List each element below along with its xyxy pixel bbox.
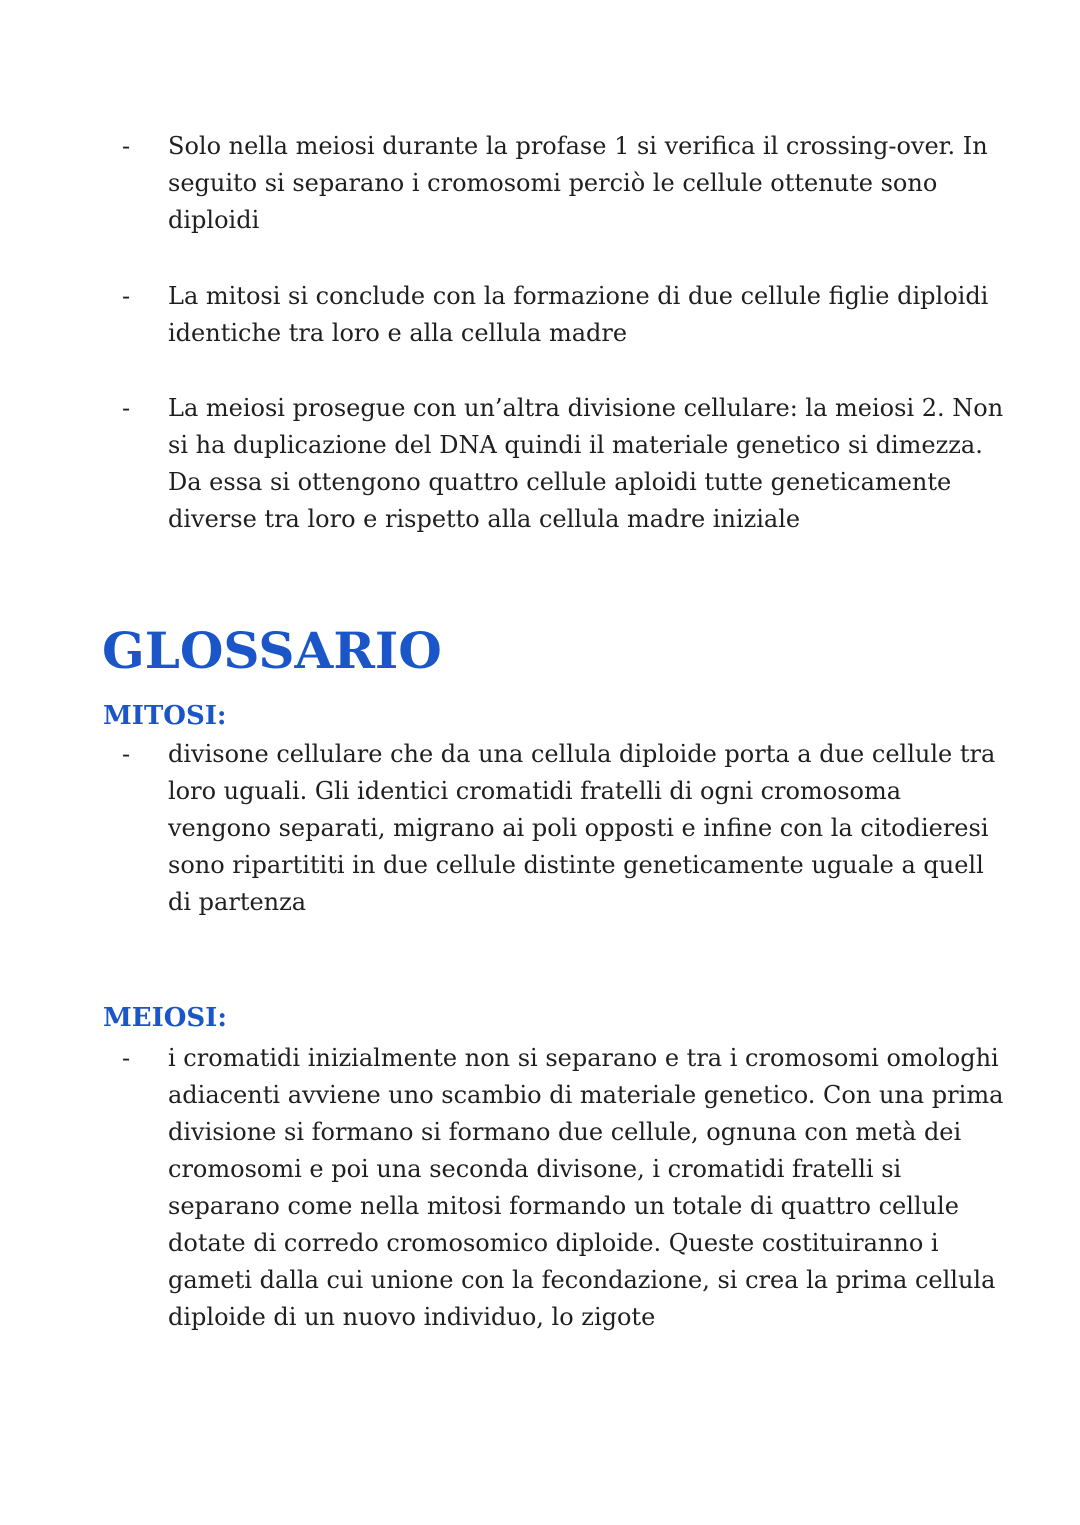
bullet-text [168, 1040, 1004, 1336]
text-line: di partenza [168, 888, 307, 916]
glossary-term-meiosi: MEIOSI: [103, 1003, 227, 1033]
text-line: identiche tra loro e alla cellula madre [168, 319, 628, 347]
glossary-term-mitosi: MITOSI: [103, 701, 227, 731]
text-line: loro uguali. Gli identici cromatidi fratelli di ogni cromosoma [168, 777, 902, 805]
text-line: La meiosi prosegue con un’altra divisione cellulare: la meiosi 2. Non [168, 394, 1004, 422]
bullet-dash: - [122, 132, 131, 160]
text-line: vengono separati, migrano ai poli opposti e infine con la citodieresi [168, 814, 989, 842]
text-line: Solo nella meiosi durante la profase 1 si verifica il crossing-over. In [168, 132, 988, 160]
text-line: gameti dalla cui unione con la fecondazione, si crea la prima cellula [168, 1266, 996, 1294]
bullet-text [168, 128, 988, 239]
text-line: adiacenti avviene uno scambio di materiale genetico. Con una prima [168, 1081, 1004, 1109]
text-line: divisone cellulare che da una cellula diploide porta a due cellule tra [168, 740, 996, 768]
bullet-text [168, 736, 996, 921]
bullet-text [168, 278, 989, 352]
text-line: separano come nella mitosi formando un totale di quattro cellule [168, 1192, 959, 1220]
text-line: i cromatidi inizialmente non si separano e tra i cromosomi omologhi [168, 1044, 999, 1072]
text-line: si ha duplicazione del DNA quindi il materiale genetico si dimezza. [168, 431, 983, 459]
text-line: cromosomi e poi una seconda divisone, i cromatidi fratelli si [168, 1155, 902, 1183]
text-line: seguito si separano i cromosomi perciò le cellule ottenute sono [168, 169, 938, 197]
text-line: diverse tra loro e rispetto alla cellula madre iniziale [168, 505, 801, 533]
glossary-title: GLOSSARIO [102, 621, 442, 680]
bullet-dash: - [122, 282, 131, 310]
text-line: sono ripartititi in due cellule distinte geneticamente uguale a quell [168, 851, 984, 879]
text-line: divisione si formano si formano due cellule, ognuna con metà dei [168, 1118, 962, 1146]
bullet-dash: - [122, 1044, 131, 1072]
text-line: diploidi [168, 206, 260, 234]
bullet-dash: - [122, 394, 131, 422]
text-line: diploide di un nuovo individuo, lo zigote [168, 1303, 656, 1331]
text-line: La mitosi si conclude con la formazione di due cellule figlie diploidi [168, 282, 989, 310]
text-line: dotate di corredo cromosomico diploide. Queste costituiranno i [168, 1229, 939, 1257]
bullet-text [168, 390, 1004, 538]
text-line: Da essa si ottengono quattro cellule aploidi tutte geneticamente [168, 468, 952, 496]
bullet-dash: - [122, 740, 131, 768]
